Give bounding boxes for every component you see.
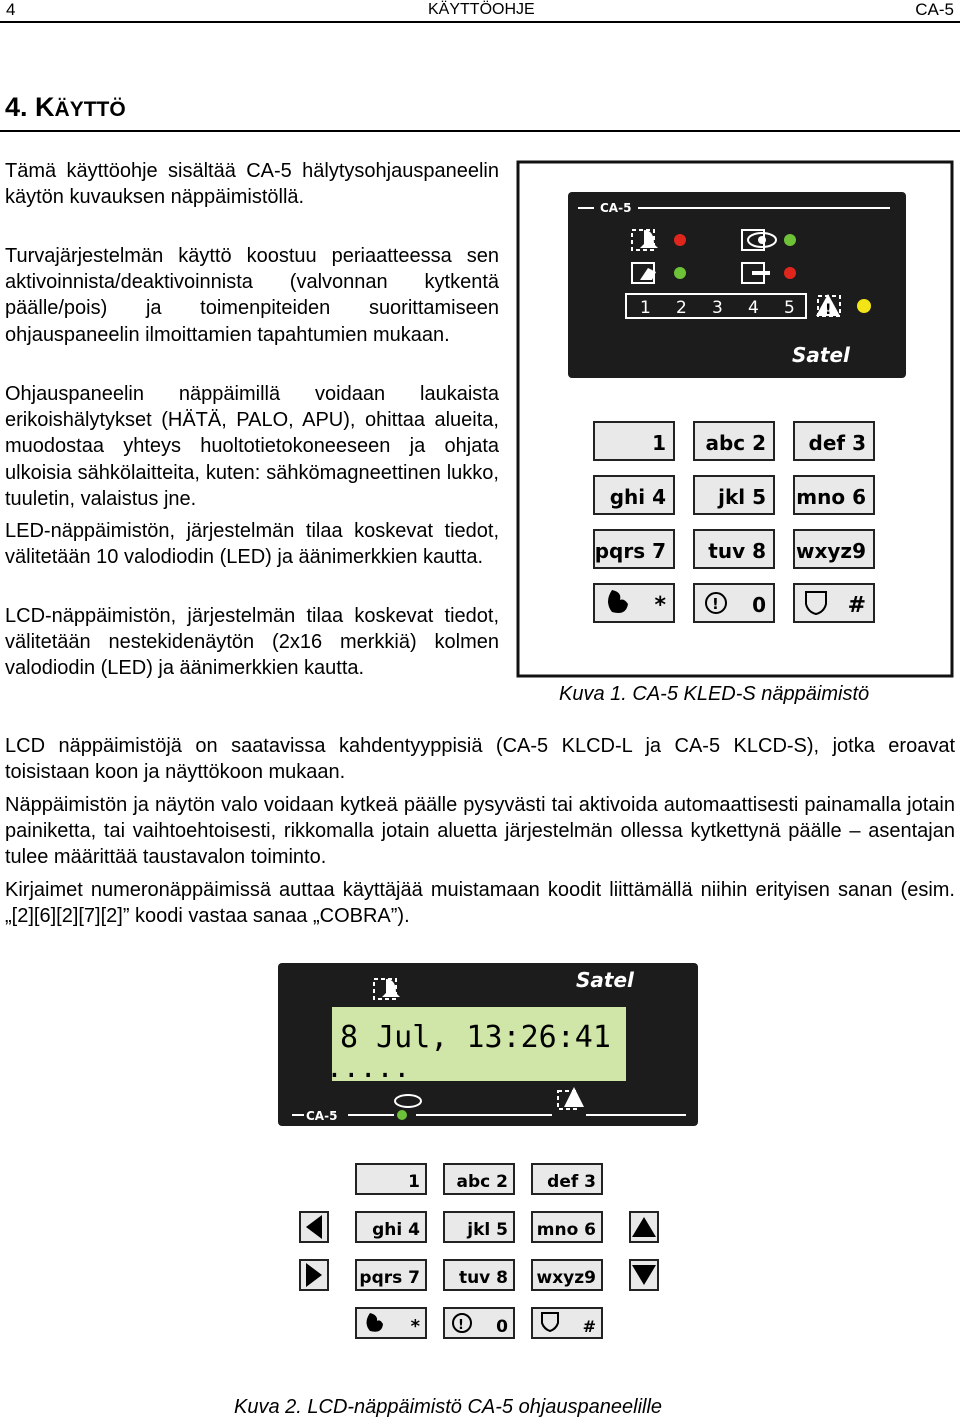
paragraph-led: LED-näppäimistön, järjestelmän tilaa koskevat tiedot, välitetään 10 valodiodin (LED) ja äänimerkkien kautta. xyxy=(5,520,499,569)
paragraph-lcd: LCD-näppäimistön, järjestelmän tilaa koskevat tiedot, välitetään nestekidenäytön (2x16 merkkiä) kolmen valodiodin (LED) ja äänimerkkien kautta. xyxy=(5,605,499,680)
running-title: KÄYTTÖOHJE xyxy=(428,1,535,18)
lcd-line-1: 8 Jul, 13:26:41 xyxy=(340,1020,611,1055)
lcd-key-5-label: jkl 5 xyxy=(467,1220,508,1240)
lcd-key-7-label: pqrs 7 xyxy=(359,1268,420,1288)
zone-3-label: 3 xyxy=(712,298,723,318)
zone-1-label: 1 xyxy=(640,298,651,318)
lcd-model-label: CA-5 xyxy=(306,1109,338,1123)
lcd-key-4-label: ghi 4 xyxy=(372,1220,420,1240)
brand-logo: Satel xyxy=(792,343,850,367)
led-trouble-red xyxy=(784,267,796,279)
lcd-brand-logo: Satel xyxy=(576,968,634,992)
lcd-key-2-label: abc 2 xyxy=(456,1172,508,1192)
lcd-key-3-label: def 3 xyxy=(547,1172,596,1192)
led-armed-red xyxy=(674,234,686,246)
paragraph-backlight: Näppäimistön ja näytön valo voidaan kytkeä päälle pysyvästi tai aktivoida automaattisesti painamalla jotain painiketta, tai vaihtoehtoisesti, rikkomalla jotain aluetta järjestelmän ollessa kytkettynä päälle – asentajan tulee määrittää taustavalon toiminto. xyxy=(5,794,955,869)
key-2-label: abc 2 xyxy=(705,431,766,455)
header-rule xyxy=(0,21,960,23)
led-service-green xyxy=(784,234,796,246)
lcd-led-green xyxy=(397,1110,407,1120)
paragraph-keys: Ohjauspaneelin näppäimillä voidaan laukaista erikoishälytykset (HÄTÄ, PALO, APU), ohittaa alueita, muodostaa yhteys huoltotietokoneeseen ja ohjata ulkoisia sähkölaitteita, kuten: sähkömagneettinen lukko, tuuletin, valaistus jne. xyxy=(5,383,499,510)
section-title-initial: K xyxy=(35,92,55,122)
paragraph-usage: Turvajärjestelmän käyttö koostuu periaatteessa sen aktivoinnista/deaktivoinnista (valvonnan kytkentä päälle/pois) ja toimenpiteiden suorittamiseen ohjauspaneelin ilmoittamien tapahtumien mukaan. xyxy=(5,245,499,346)
lcd-key-1-label: 1 xyxy=(408,1172,420,1192)
paragraph-letters: Kirjaimet numeronäppäimissä auttaa käyttäjää muistamaan koodit liittämällä niihin erityisen sanan (esim. „[2][6][2][7][2]” koodi vastaa sanaa „COBRA”). xyxy=(5,879,955,928)
key-6-label: mno 6 xyxy=(796,485,866,509)
key-4-label: ghi 4 xyxy=(609,485,666,509)
zone-5-label: 5 xyxy=(784,298,795,318)
section-title-rest: ÄYTTÖ xyxy=(54,98,126,121)
lcd-key-star-label: * xyxy=(410,1316,420,1337)
doc-id: CA-5 xyxy=(915,0,954,19)
figure-led-keypad xyxy=(516,160,956,680)
key-1-label: 1 xyxy=(652,431,666,455)
paragraph-lcd-types: LCD näppäimistöjä on saatavissa kahdentyyppisiä (CA-5 KLCD-L ja CA-5 KLCD-S), jotka eroavat toisistaan koon ja näyttökoon mukaan. xyxy=(5,735,955,784)
led-alarm-yellow xyxy=(857,299,871,313)
key-3-label: def 3 xyxy=(808,431,866,455)
section-heading xyxy=(5,92,126,123)
led-display-panel xyxy=(568,192,906,378)
paragraph-intro: Tämä käyttöohje sisältää CA-5 hälytysohjauspaneelin käytön kuvauksen näppäimistöllä. xyxy=(5,160,499,209)
svg-text:!: ! xyxy=(825,302,832,318)
key-5-label: jkl 5 xyxy=(718,485,766,509)
lcd-line-2: ..... xyxy=(326,1051,411,1084)
lcd-key-9-label: wxyz9 xyxy=(536,1268,596,1288)
key-9-label: wxyz9 xyxy=(796,539,866,563)
section-number: 4. xyxy=(5,92,28,122)
figure1-caption: Kuva 1. CA-5 KLED-S näppäimistö xyxy=(559,683,870,705)
svg-text:!: ! xyxy=(712,595,719,613)
led-power-green xyxy=(674,267,686,279)
lcd-key-6-label: mno 6 xyxy=(536,1220,596,1240)
figure-lcd-keypad xyxy=(256,945,728,1395)
key-hash-label: # xyxy=(847,593,866,618)
key-0-label: 0 xyxy=(752,593,766,617)
key-8-label: tuv 8 xyxy=(708,539,766,563)
zone-4-label: 4 xyxy=(748,298,759,318)
page-number: 4 xyxy=(6,0,16,19)
section-rule xyxy=(0,130,960,132)
key-star-label: * xyxy=(654,593,666,618)
lcd-key-8-label: tuv 8 xyxy=(458,1268,508,1288)
lcd-key-0-label: 0 xyxy=(496,1317,508,1337)
lcd-key-hash-label: # xyxy=(582,1317,596,1336)
figure2-caption: Kuva 2. LCD-näppäimistö CA-5 ohjauspaneelille xyxy=(234,1396,663,1418)
zone-2-label: 2 xyxy=(676,298,687,318)
svg-text:!: ! xyxy=(458,1318,464,1333)
model-label: CA-5 xyxy=(600,201,632,215)
key-7-label: pqrs 7 xyxy=(594,539,666,563)
